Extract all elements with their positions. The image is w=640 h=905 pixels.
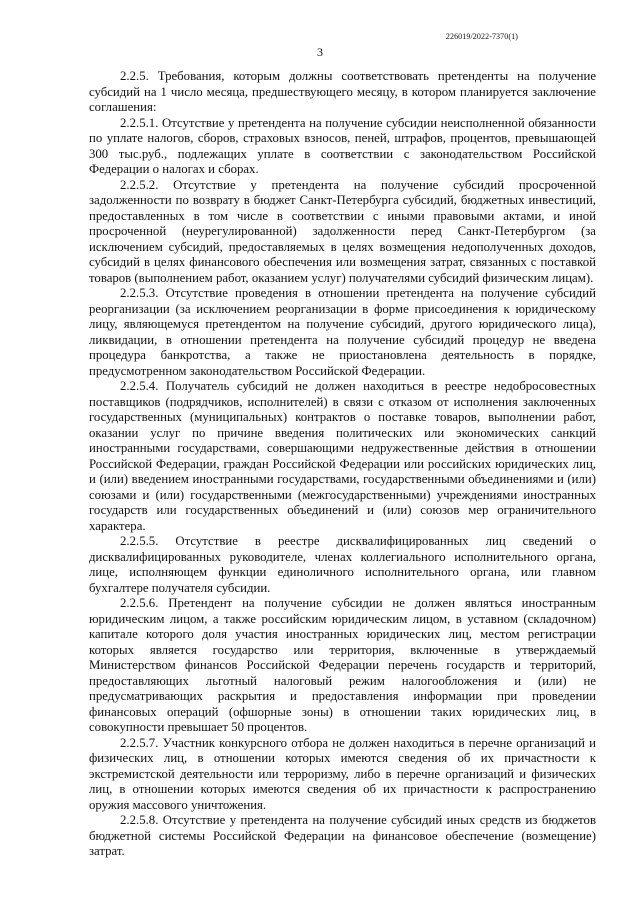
paragraph-2-2-5: 2.2.5. Требования, которым должны соответствовать претенденты на получение субсидий на 1 число месяца, предшествующего месяцу, в котором планируется заключение соглашения: [89,69,596,114]
document-registration-number: 226019/2022-7370(1) [445,32,518,41]
paragraph-2-2-5-3: 2.2.5.3. Отсутствие проведения в отношении претендента на получение субсидий реорганизации (за исключением реорганизации в форме присоединения к юридическому лицу, являющемуся претендентом на получение субсидий, другого юридического лица), ликвидации, в отношении претендента на получение субсидий процедур не введена процедура банкротства, а также не приостановлена деятельность в порядке, предусмотренном законодательством Российской Федерации. [89,286,596,378]
paragraph-2-2-5-6: 2.2.5.6. Претендент на получение субсидии не должен являться иностранным юридическим лицом, а также российским юридическим лицом, в уставном (складочном) капитале которого доля участия иностранных юридических лиц, местом регистрации которых является государство или территория, включенные в утверждаемый Министерством финансов Российской Федерации перечень государств и территорий, предоставляющих льготный налоговый режим налогообложения и (или) не предусматривающих раскрытия и предоставления информации при проведении финансовых операций (офшорные зоны) в отношении таких юридических лиц, в совокупности превышает 50 процентов. [89,596,596,734]
paragraph-2-2-5-7: 2.2.5.7. Участник конкурсного отбора не должен находиться в перечне организаций и физических лиц, в отношении которых имеются сведения об их причастности к экстремистской деятельности или терроризму, либо в перечне организаций и физических лиц, в отношении которых имеются сведения об их причастности к распространению оружия массового уничтожения. [89,735,596,812]
paragraph-2-2-5-4: 2.2.5.4. Получатель субсидий не должен находиться в реестре недобросовестных поставщиков (подрядчиков, исполнителей) в связи с отказом от исполнения заключенных государственных (муниципальных) контрактов о поставке товаров, выполнении работ, оказании услуг по причине введения политических или экономических санкций иностранными государствами, совершающими недружественные действия в отношении Российской Федерации, граждан Российской Федерации или российских юридических лиц, и (или) введением иностранными государствами, государственными объединениями и (или) союзами и (или) государственными (межгосударственными) учреждениями иностранных государств или государственных объединений и (или) союзов мер ограничительного характера. [89,379,596,533]
paragraph-2-2-5-8: 2.2.5.8. Отсутствие у претендента на получение субсидий иных средств из бюджетов бюджетной системы Российской Федерации на финансовое обеспечение (возмещение) затрат. [89,813,596,858]
document-body [89,69,596,860]
paragraph-2-2-5-5: 2.2.5.5. Отсутствие в реестре дисквалифицированных лиц сведений о дисквалифицированных руководителе, членах коллегиального исполнительного органа, лице, исполняющем функции единоличного исполнительного органа, или главном бухгалтере получателя субсидии. [89,534,596,595]
page-number: 3 [317,45,323,59]
paragraph-2-2-5-1: 2.2.5.1. Отсутствие у претендента на получение субсидии неисполненной обязанности по уплате налогов, сборов, страховых взносов, пеней, штрафов, процентов, превышающей 300 тыс.руб., подлежащих уплате в соответствии с законодательством Российской Федерации о налогах и сборах. [89,115,596,176]
paragraph-2-2-5-2: 2.2.5.2. Отсутствие у претендента на получение субсидий просроченной задолженности по возврату в бюджет Санкт-Петербурга субсидий, бюджетных инвестиций, предоставленных в том числе в соответствии с иными правовыми актами, и иной просроченной (неурегулированной) задолженности перед Санкт-Петербургом (за исключением субсидий, предоставляемых в целях возмещения недополученных доходов, субсидий в целях финансового обеспечения или возмещения затрат, связанных с поставкой товаров (выполнением работ, оказанием услуг) получателями субсидий физическим лицам). [89,177,596,285]
